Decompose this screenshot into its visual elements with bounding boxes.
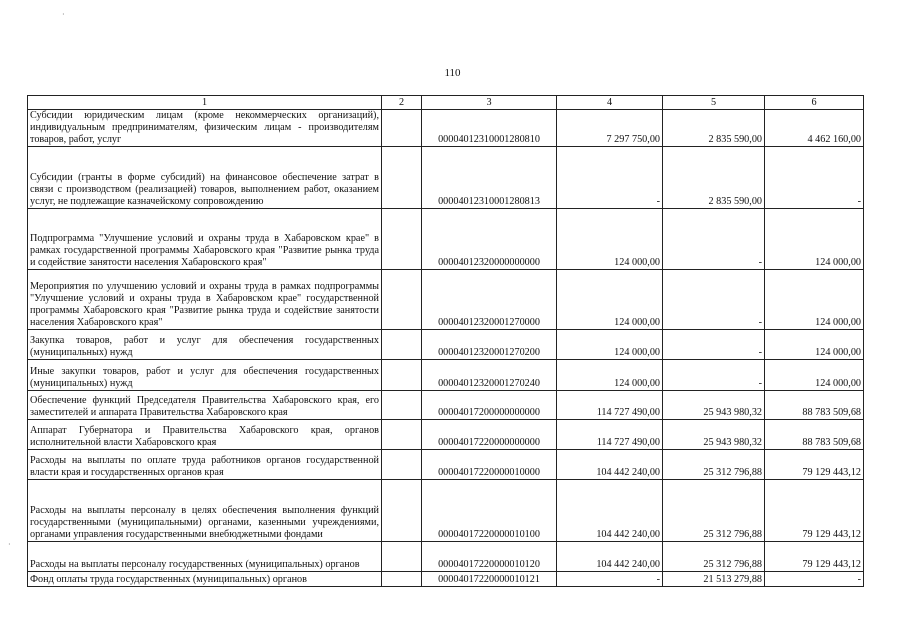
table-row	[28, 147, 864, 209]
row-code: 00004017220000010120	[422, 542, 557, 572]
row-name: Закупка товаров, работ и услуг для обеспечения государственных (муниципальных) нужд	[28, 330, 382, 360]
column-header-2: 2	[382, 96, 422, 110]
row-value-4: 124 000,00	[557, 330, 663, 360]
row-value-4: 124 000,00	[557, 360, 663, 391]
row-value-4: 124 000,00	[557, 270, 663, 330]
row-value-6: 79 129 443,12	[765, 450, 864, 480]
row-name: Фонд оплаты труда государственных (муниципальных) органов	[28, 572, 382, 587]
row-value-6: -	[765, 572, 864, 587]
column-header-5: 5	[663, 96, 765, 110]
row-code: 00004012320001270200	[422, 330, 557, 360]
row-value-4: 104 442 240,00	[557, 542, 663, 572]
row-value-4: 104 442 240,00	[557, 450, 663, 480]
row-name: Расходы на выплаты по оплате труда работников органов государственной власти края и государственных органов края	[28, 450, 382, 480]
row-name: Субсидии (гранты в форме субсидий) на финансовое обеспечение затрат в связи с производством (реализацией) товаров, выполнением работ, оказанием услуг, не подлежащие казначейскому сопровождению	[28, 147, 382, 209]
table-row	[28, 542, 864, 572]
budget-table	[27, 95, 864, 587]
row-code: 00004017220000010121	[422, 572, 557, 587]
row-col2	[382, 147, 422, 209]
column-header-6: 6	[765, 96, 864, 110]
row-value-6: 88 783 509,68	[765, 391, 864, 420]
row-name: Аппарат Губернатора и Правительства Хабаровского края, органов исполнительной власти Хабаровского края	[28, 420, 382, 450]
row-code: 00004017220000010000	[422, 450, 557, 480]
row-col2	[382, 209, 422, 270]
table-row	[28, 360, 864, 391]
row-value-4: 124 000,00	[557, 209, 663, 270]
row-value-4: 114 727 490,00	[557, 420, 663, 450]
row-value-4: 104 442 240,00	[557, 480, 663, 542]
row-code: 00004017220000010100	[422, 480, 557, 542]
row-value-4: 7 297 750,00	[557, 110, 663, 147]
row-name: Иные закупки товаров, работ и услуг для обеспечения государственных (муниципальных) нужд	[28, 360, 382, 391]
scan-speck: ·	[8, 540, 11, 549]
row-name: Расходы на выплаты персоналу государственных (муниципальных) органов	[28, 542, 382, 572]
table-row	[28, 209, 864, 270]
row-value-6: -	[765, 147, 864, 209]
table-row	[28, 572, 864, 587]
row-value-6: 124 000,00	[765, 270, 864, 330]
row-col2	[382, 450, 422, 480]
row-col2	[382, 572, 422, 587]
row-name: Обеспечение функций Председателя Правительства Хабаровского края, его заместителей и аппарата Правительства Хабаровского края	[28, 391, 382, 420]
row-value-6: 124 000,00	[765, 360, 864, 391]
row-name: Мероприятия по улучшению условий и охраны труда в рамках подпрограммы "Улучшение условий и охраны труда в Хабаровском крае" государственной программы Хабаровского края "Развитие рынка труда и содействие занятости населения Хабаровского края"	[28, 270, 382, 330]
table-row	[28, 450, 864, 480]
row-col2	[382, 480, 422, 542]
row-value-4: -	[557, 572, 663, 587]
row-value-5: 2 835 590,00	[663, 147, 765, 209]
row-code: 00004012310001280813	[422, 147, 557, 209]
table-row	[28, 270, 864, 330]
row-value-5: 21 513 279,88	[663, 572, 765, 587]
row-value-5: 25 312 796,88	[663, 542, 765, 572]
row-value-4: -	[557, 147, 663, 209]
row-col2	[382, 391, 422, 420]
row-name: Подпрограмма "Улучшение условий и охраны труда в Хабаровском крае" в рамках государственной программы Хабаровского края "Развитие рынка труда и содействие занятости населения Хабаровского края"	[28, 209, 382, 270]
row-code: 00004012320001270000	[422, 270, 557, 330]
row-value-5: 25 943 980,32	[663, 391, 765, 420]
row-value-5: -	[663, 270, 765, 330]
page-number: 110	[444, 67, 461, 79]
table-row	[28, 420, 864, 450]
row-code: 00004012320000000000	[422, 209, 557, 270]
row-value-6: 79 129 443,12	[765, 480, 864, 542]
row-value-5: 25 943 980,32	[663, 420, 765, 450]
table-header-row	[28, 96, 864, 110]
row-value-5: -	[663, 360, 765, 391]
row-col2	[382, 542, 422, 572]
row-value-4: 114 727 490,00	[557, 391, 663, 420]
column-header-4: 4	[557, 96, 663, 110]
table-row	[28, 330, 864, 360]
row-name: Субсидии юридическим лицам (кроме некоммерческих организаций), индивидуальным предпринимателям, физическим лицам - производителям товаров, работ, услуг	[28, 110, 382, 147]
row-value-6: 124 000,00	[765, 209, 864, 270]
column-header-3: 3	[422, 96, 557, 110]
row-col2	[382, 420, 422, 450]
scan-speck: ·	[62, 10, 65, 19]
table-row	[28, 480, 864, 542]
row-code: 00004017200000000000	[422, 391, 557, 420]
row-value-5: -	[663, 330, 765, 360]
row-value-6: 124 000,00	[765, 330, 864, 360]
row-col2	[382, 360, 422, 391]
row-value-5: 25 312 796,88	[663, 480, 765, 542]
row-col2	[382, 110, 422, 147]
row-value-5: 2 835 590,00	[663, 110, 765, 147]
row-value-6: 88 783 509,68	[765, 420, 864, 450]
table-row	[28, 391, 864, 420]
row-col2	[382, 270, 422, 330]
row-code: 00004012320001270240	[422, 360, 557, 391]
row-code: 00004012310001280810	[422, 110, 557, 147]
row-value-6: 79 129 443,12	[765, 542, 864, 572]
row-col2	[382, 330, 422, 360]
row-code: 00004017220000000000	[422, 420, 557, 450]
row-value-5: -	[663, 209, 765, 270]
row-value-5: 25 312 796,88	[663, 450, 765, 480]
column-header-1: 1	[28, 96, 382, 110]
row-name: Расходы на выплаты персоналу в целях обеспечения выполнения функций государственными (муниципальными) органами, казенными учреждениями, органами управления государственными внебюджетными фондами	[28, 480, 382, 542]
table-row	[28, 110, 864, 147]
row-value-6: 4 462 160,00	[765, 110, 864, 147]
